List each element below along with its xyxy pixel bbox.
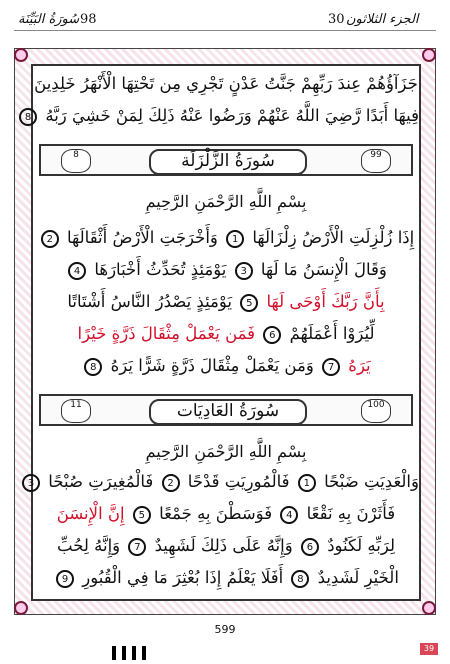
ayah-marker: 6 (263, 326, 281, 344)
surah-title: سُورَةُ العَادِيَات (149, 399, 307, 425)
marker-bars (112, 645, 152, 664)
text-area (24, 64, 421, 601)
ayah-marker: 2 (41, 230, 59, 248)
verse-line: بِأَنَّ رَبَّكَ أَوْحَى لَهَا 5 يَوْمَئِذٍ يَصْدُرُ النَّاسُ أَشْتَاتًا (67, 292, 385, 311)
ayah-marker: 2 (162, 474, 180, 492)
ayah-marker: 4 (280, 506, 298, 524)
ayah-marker: 8 (84, 358, 102, 376)
verse-line: وَالْعَدِيَتِ ضَبْحًا 1 فَالْمُورِيَتِ قَدْحًا 2 فَالْمُغِيرَتِ صُبْحًا 3 (33, 470, 419, 494)
surah-title-bar (39, 144, 413, 176)
corner-rosette-icon (14, 48, 28, 62)
surah-number-medallion: 100 (361, 399, 391, 423)
header-juz-name: الجزء الثلاثون (346, 12, 419, 27)
verse-line: إِذَا زُلْزِلَتِ الْأَرْضُ زِلْزَالَهَا 1 وَأَخْرَجَتِ الْأَرْضُ أَثْقَالَهَا 2 (33, 226, 419, 250)
header-divider (14, 30, 436, 31)
ayah-marker: 3 (235, 262, 253, 280)
verse-line: فِيهَا أَبَدًا رَّضِيَ اللَّهُ عَنْهُمْ وَرَضُوا عَنْهُ ذَلِكَ لِمَنْ خَشِيَ رَبَّهُ 8 (33, 104, 419, 128)
ayah-marker: 4 (68, 262, 86, 280)
ayah-count-medallion: 8 (61, 149, 91, 173)
ayah-marker: 1 (226, 230, 244, 248)
ayah-marker: 6 (301, 538, 319, 556)
ayah-marker: 9 (56, 570, 74, 588)
decorative-border (14, 48, 436, 615)
header-surah-name: سُورَةُ البَيِّنَة (18, 12, 80, 27)
corner-rosette-icon (422, 601, 436, 615)
page-footer-number: 599 (214, 623, 236, 636)
ayah-marker: 5 (240, 294, 258, 312)
ayah-marker: 3 (22, 474, 40, 492)
header-page-number: 98 (80, 12, 97, 27)
surah-title: سُورَةُ الزَّلْزَلَة (149, 149, 307, 175)
verse-line: الْخَيْرِ لَشَدِيدٌ 8 أَفَلَا يَعْلَمُ إِذَا بُعْثِرَ مَا فِي الْقُبُورِ 9 (33, 566, 419, 590)
verse-line: لِّيُرَوْا أَعْمَلَهُمْ 6 فَمَن يَعْمَلْ مِثْقَالَ ذَرَّةٍ خَيْرًا (77, 324, 375, 343)
corner-rosette-icon (422, 48, 436, 62)
corner-badge: 39 (420, 643, 438, 655)
surah-number-medallion: 99 (361, 149, 391, 173)
verse-line: جَزَآؤُهُمْ عِندَ رَبِّهِمْ جَنَّتُ عَدْنٍ تَجْرِي مِن تَحْتِهَا الْأَنْهَرُ خَلِدِينَ (34, 74, 418, 93)
surah-title-bar (39, 394, 413, 426)
basmala: بِسْمِ اللَّهِ الرَّحْمَنِ الرَّحِيمِ (145, 442, 307, 461)
header-juz-number: 30 (328, 12, 345, 27)
corner-rosette-icon (14, 601, 28, 615)
basmala: بِسْمِ اللَّهِ الرَّحْمَنِ الرَّحِيمِ (145, 192, 307, 211)
ayah-marker: 1 (298, 474, 316, 492)
page-header (0, 6, 450, 32)
ayah-marker: 5 (133, 506, 151, 524)
verse-line: يَرَهُ 7 وَمَن يَعْمَلْ مِثْقَالَ ذَرَّةٍ شَرًّا يَرَهُ 8 (33, 354, 419, 378)
verse-line: فَأَثَرْنَ بِهِ نَقْعًا 4 فَوَسَطْنَ بِهِ جَمْعًا 5 إِنَّ الْإِنسَنَ (56, 504, 396, 523)
ayah-marker: 8 (291, 570, 309, 588)
ayah-count-medallion: 11 (61, 399, 91, 423)
ayah-marker: 8 (19, 108, 37, 126)
ayah-marker: 7 (322, 358, 340, 376)
verse-line: وَقَالَ الْإِنسَنُ مَا لَهَا 3 يَوْمَئِذٍ تُحَدِّثُ أَخْبَارَهَا 4 (33, 258, 419, 282)
verse-line: لِرَبِّهِ لَكَنُودٌ 6 وَإِنَّهُ عَلَى ذَلِكَ لَشَهِيدٌ 7 وَإِنَّهُ لِحُبِّ (57, 536, 395, 555)
ayah-marker: 7 (128, 538, 146, 556)
